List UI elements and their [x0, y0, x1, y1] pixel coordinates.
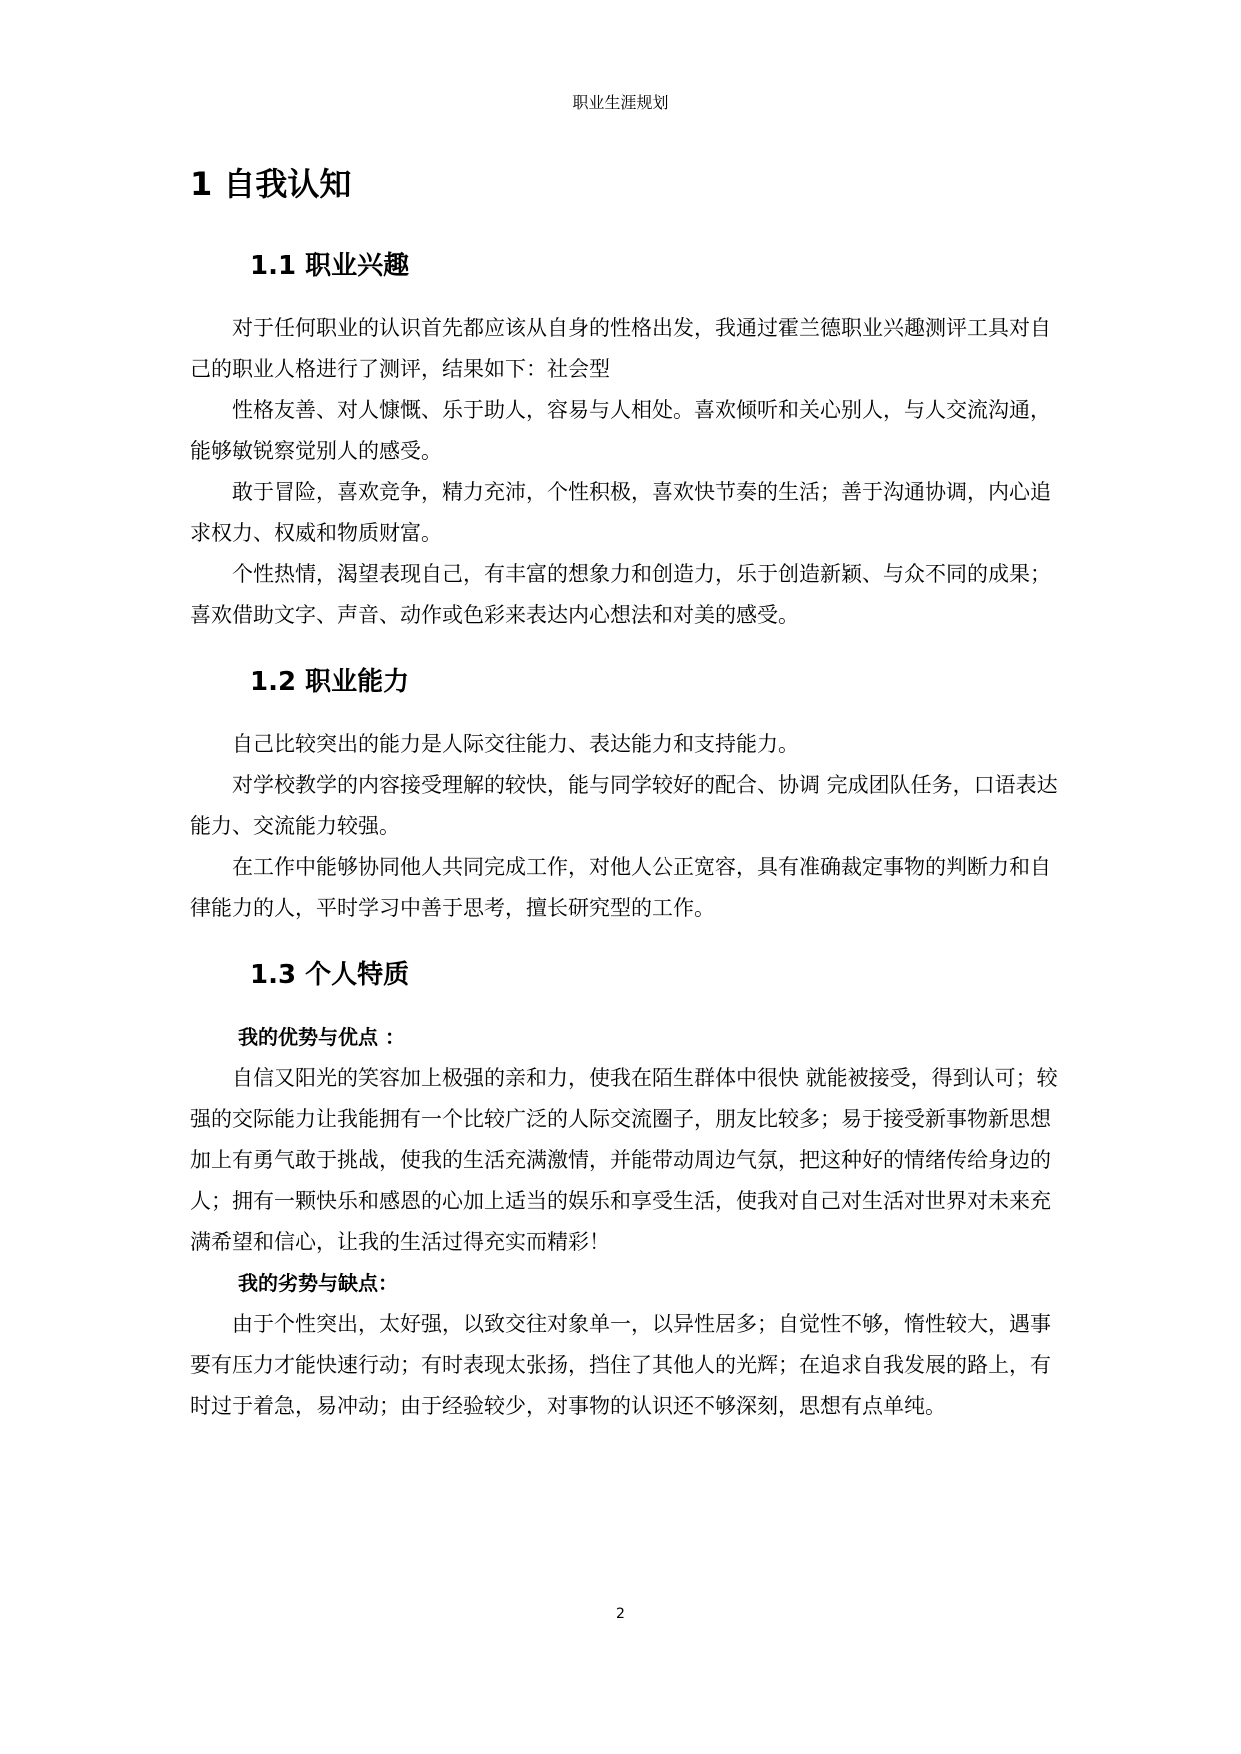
ability-paragraph: 自己比较突出的能力是人际交往能力、表达能力和支持能力。 [232, 732, 799, 756]
page-number: 2 [616, 1606, 625, 1622]
chapter-heading: 1 自我认知 [190, 165, 352, 203]
strengths-paragraph: 自信又阳光的笑容加上极强的亲和力，使我在陌生群体中很快 就能被接受，得到认可；较强的交际能力让我能拥有一个比较广泛的人际交流圈子，朋友比较多；易于接受新事物新思想加上有勇气敢于挑战，使我的生活充满激情，并能带动周边气氛，把这种好的情绪传给身边的人；拥有一颗快乐和感恩的心加上适当的娱乐和享受生活，使我对自己对生活对世界对未来充满希望和信心，让我的生活过得充实而精彩！ [190, 1066, 1058, 1254]
strengths-label: 我的优势与优点 ： [238, 1025, 405, 1049]
ability-paragraph: 对学校教学的内容接受理解的较快，能与同学较好的配合、协调 完成团队任务，口语表达能力、交流能力较强。 [190, 773, 1058, 838]
interest-paragraph: 性格友善、对人慷慨、乐于助人，容易与人相处。喜欢倾听和关心别人，与人交流沟通，能够敏锐察觉别人的感受。 [190, 398, 1051, 463]
document-body [190, 160, 1060, 1427]
interest-paragraph: 对于任何职业的认识首先都应该从自身的性格出发，我通过霍兰德职业兴趣测评工具对自己的职业人格进行了测评，结果如下：社会型 [190, 316, 1051, 381]
weaknesses-paragraph: 由于个性突出，太好强，以致交往对象单一，以异性居多；自觉性不够，惰性较大，遇事要有压力才能快速行动；有时表现太张扬，挡住了其他人的光辉；在追求自我发展的路上，有时过于着急，易冲动；由于经验较少，对事物的认识还不够深刻，思想有点单纯。 [190, 1312, 1051, 1418]
section-heading-ability: 1.2 职业能力 [250, 667, 410, 697]
section-heading-traits: 1.3 个人特质 [250, 960, 410, 990]
weaknesses-label: 我的劣势与缺点： [238, 1271, 398, 1295]
section-heading-interest: 1.1 职业兴趣 [250, 251, 410, 281]
interest-paragraph: 敢于冒险，喜欢竞争，精力充沛，个性积极，喜欢快节奏的生活；善于沟通协调，内心追求权力、权威和物质财富。 [190, 480, 1051, 545]
ability-paragraph: 在工作中能够协同他人共同完成工作，对他人公正宽容，具有准确裁定事物的判断力和自律能力的人，平时学习中善于思考，擅长研究型的工作。 [190, 855, 1051, 920]
page-header: 职业生涯规划 [572, 93, 669, 112]
interest-paragraph: 个性热情，渴望表现自己，有丰富的想象力和创造力，乐于创造新颖、与众不同的成果；喜欢借助文字、声音、动作或色彩来表达内心想法和对美的感受。 [190, 562, 1051, 627]
